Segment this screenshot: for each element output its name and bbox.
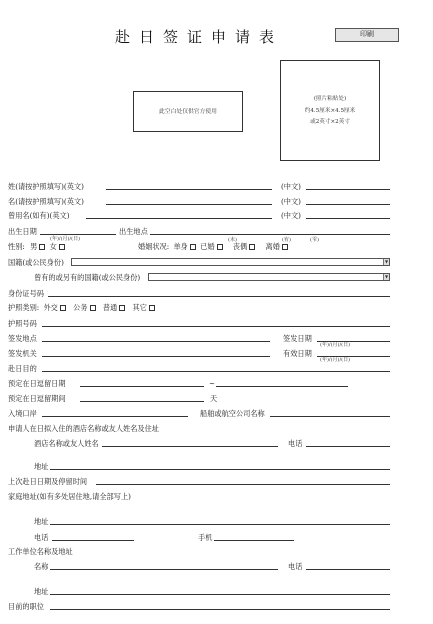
dob-hint: (年)/(月)/(日) [50, 236, 81, 242]
home-address-label: 地址 [34, 517, 49, 526]
employer-name-input[interactable] [50, 569, 278, 570]
passport-number-input[interactable] [42, 326, 390, 327]
arrival-date-input[interactable] [80, 386, 204, 387]
gender-row [8, 243, 67, 250]
days-label: 天 [210, 394, 218, 403]
prev-stay-input[interactable] [96, 484, 390, 485]
home-address-section-label: 家庭地址(如有多处居住地,请全部写上) [8, 492, 131, 501]
authority-input[interactable] [42, 356, 270, 357]
married-checkbox[interactable] [217, 244, 223, 250]
diplomatic-checkbox[interactable] [60, 305, 66, 311]
surname-chinese-label: (中文) [281, 182, 301, 191]
employer-phone-input[interactable] [306, 569, 390, 570]
marital-label: 婚姻状况: [138, 242, 170, 251]
marital-hint-2: (宥) [282, 237, 291, 243]
hotel-name-input[interactable] [102, 446, 278, 447]
marital-hint-1: (未) [228, 237, 237, 243]
passport-number-label: 护照号码 [8, 319, 37, 328]
other-label: 其它 [132, 303, 147, 312]
hotel-phone-label: 电话 [288, 439, 303, 448]
stay-period-input[interactable] [80, 401, 204, 402]
marital-row [138, 243, 290, 250]
ship-airline-input[interactable] [270, 416, 390, 417]
male-checkbox[interactable] [39, 244, 45, 250]
purpose-label: 赴日目的 [8, 364, 37, 373]
former-name-input[interactable] [86, 218, 272, 219]
pob-input[interactable] [150, 234, 390, 235]
hotel-phone-input[interactable] [306, 446, 390, 447]
photo-line-1: (照片粘贴处) [313, 96, 347, 102]
given-name-input[interactable] [106, 204, 272, 205]
employer-name-label: 名称 [34, 562, 49, 571]
ship-airline-label: 船舶或航空公司名称 [200, 409, 265, 418]
widowed-checkbox[interactable] [249, 244, 255, 250]
ordinary-checkbox[interactable] [119, 305, 125, 311]
surname-input[interactable] [106, 189, 272, 190]
employer-address-label: 地址 [34, 587, 49, 596]
former-nationality-select[interactable] [148, 273, 390, 281]
photo-line-2: 约4.5厘米×4.5厘米 [304, 107, 356, 114]
home-phone-label: 电话 [34, 533, 49, 542]
print-button[interactable]: 印刷 [335, 28, 399, 42]
place-issue-label: 签发地点 [8, 334, 37, 343]
female-label: 女 [49, 242, 57, 251]
former-name-chinese-label: (中文) [281, 211, 301, 220]
passport-type-label: 护照类别: [8, 303, 40, 312]
gender-label: 性别: [8, 242, 25, 251]
home-address-input[interactable] [50, 524, 390, 525]
port-entry-label: 入境口岸 [8, 409, 37, 418]
pob-label: 出生地点 [119, 227, 148, 236]
ordinary-label: 普通 [102, 303, 118, 312]
widowed-label: 丧偶 [232, 242, 248, 251]
given-name-chinese-input[interactable] [306, 204, 390, 205]
chevron-down-icon: ▼ [384, 274, 389, 279]
female-checkbox[interactable] [59, 244, 65, 250]
arrival-date-label: 预定在日逗留日期 [8, 379, 66, 388]
married-label: 已婚 [200, 242, 215, 251]
photo-line-3: 或2英寸×2英寸 [310, 119, 350, 126]
nationality-select[interactable] [71, 258, 390, 266]
hotel-section-label: 申请人在日拟入住的酒店名称或友人姓名及住址 [8, 424, 159, 433]
mobile-input[interactable] [214, 540, 294, 541]
current-position-input[interactable] [50, 609, 390, 610]
employer-address-input[interactable] [50, 594, 390, 595]
port-entry-input[interactable] [42, 416, 188, 417]
id-number-label: 身份证号码 [8, 289, 44, 298]
diplomatic-label: 外交 [43, 303, 58, 312]
authority-label: 签发机关 [8, 349, 37, 358]
official-label: 公务 [73, 303, 88, 312]
date-expiry-label: 有效日期 [283, 349, 312, 358]
given-name-chinese-label: (中文) [281, 197, 301, 206]
employer-section-label: 工作单位名称及地址 [8, 547, 73, 556]
other-checkbox[interactable] [149, 305, 155, 311]
date-range-tilde: ~ [209, 379, 216, 388]
current-position-label: 目前的职位 [8, 602, 44, 611]
former-nationality-label: 曾有的或另有的国籍(或公民身份) [34, 273, 141, 282]
official-use-box: 此空白处仅供官方使用 [133, 91, 243, 132]
page-title: 赴日签证申请表 [115, 28, 284, 46]
departure-date-input[interactable] [216, 386, 348, 387]
chevron-down-icon: ▼ [384, 259, 389, 264]
former-name-chinese-input[interactable] [306, 218, 390, 219]
divorced-checkbox[interactable] [282, 244, 288, 250]
official-checkbox[interactable] [90, 305, 96, 311]
date-issue-label: 签发日期 [283, 334, 312, 343]
divorced-label: 离婚 [265, 242, 280, 251]
nationality-label: 国籍(或公民身份) [8, 258, 64, 267]
photo-box [280, 60, 380, 161]
stay-period-label: 预定在日逗留期间 [8, 394, 66, 403]
surname-label: 姓(请按护照填写)(英文) [8, 182, 84, 191]
home-phone-input[interactable] [52, 540, 134, 541]
mobile-label: 手机 [198, 533, 213, 542]
hotel-address-input[interactable] [50, 469, 390, 470]
dob-label: 出生日期 [8, 227, 37, 236]
marital-hint-3: (雫) [310, 237, 319, 243]
employer-phone-label: 电话 [288, 562, 303, 571]
male-label: 男 [30, 242, 38, 251]
given-name-label: 名(请按护照填写)(英文) [8, 197, 84, 206]
former-name-label: 曾用名(如有)(英文) [8, 211, 70, 220]
date-expiry-hint: (年)/(月)/(日) [320, 357, 351, 363]
date-issue-hint: (年)/(月)/(日) [320, 342, 351, 348]
single-checkbox[interactable] [190, 244, 196, 250]
purpose-input[interactable] [42, 371, 390, 372]
hotel-address-label: 地址 [34, 462, 49, 471]
single-label: 单身 [173, 242, 188, 251]
place-issue-input[interactable] [42, 341, 270, 342]
id-number-input[interactable] [48, 296, 390, 297]
surname-chinese-input[interactable] [306, 189, 390, 190]
dob-input[interactable] [40, 234, 116, 235]
prev-stay-label: 上次赴日日期及停留时间 [8, 477, 88, 486]
hotel-name-label: 酒店名称或友人姓名 [34, 439, 99, 448]
passport-type-row [8, 304, 157, 311]
